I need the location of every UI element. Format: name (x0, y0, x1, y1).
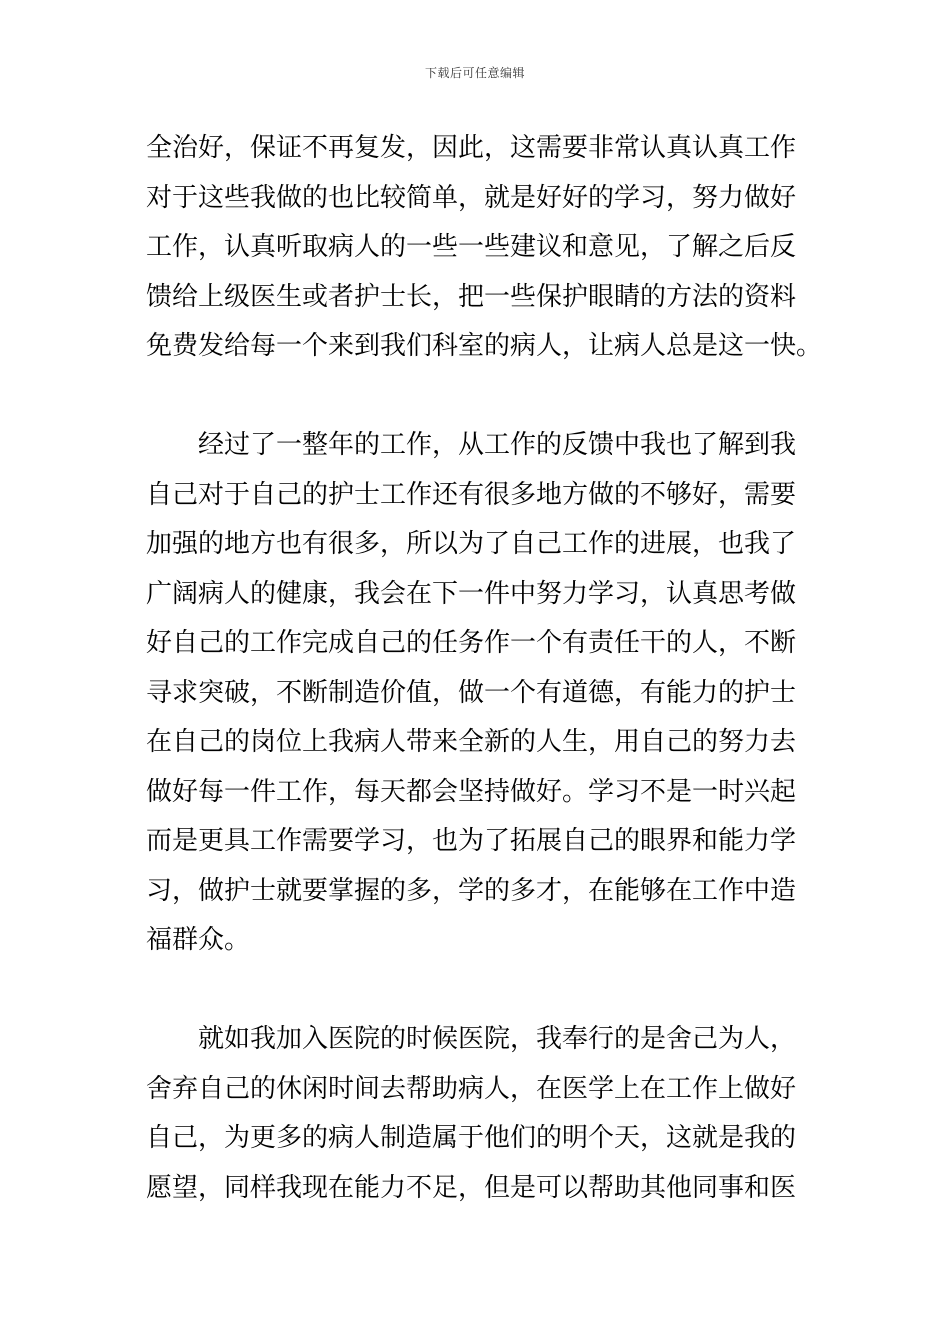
text-line: 而是更具工作需要学习，也为了拓展自己的眼界和能力学 (146, 826, 797, 856)
text-line: 自己，为更多的病人制造属于他们的明个天，这就是我的 (146, 1123, 797, 1153)
paragraph-gap (146, 372, 806, 422)
text-line: 全治好，保证不再复发，因此，这需要非常认真认真工作 (146, 133, 797, 163)
page-header: 下载后可任意编辑 (424, 66, 525, 80)
text-line: 广阔病人的健康，我会在下一件中努力学习，认真思考做 (146, 578, 797, 609)
text-line: 经过了一整年的工作，从工作的反馈中我也了解到我 (198, 430, 797, 460)
text-line: 福群众。 (146, 925, 251, 955)
paragraph (146, 124, 823, 372)
text-line: 免费发给每一个来到我们科室的病人，让病人总是这一快。 (146, 331, 823, 361)
paragraph-gap (146, 966, 806, 1016)
paragraph (146, 421, 806, 966)
text-line: 做好每一件工作，每天都会坚持做好。学习不是一时兴起 (146, 776, 797, 807)
text-line: 工作，认真听取病人的一些一些建议和意见，了解之后反 (146, 232, 797, 262)
text-line: 好自己的工作完成自己的任务作一个有责任干的人，不断 (146, 628, 797, 658)
text-line: 对于这些我做的也比较简单，就是好好的学习，努力做好 (146, 182, 797, 213)
text-line: 舍弃自己的休闲时间去帮助病人，在医学上在工作上做好 (146, 1073, 797, 1104)
text-line: 寻求突破，不断制造价值，做一个有道德，有能力的护士 (146, 677, 797, 708)
paragraph (146, 1015, 806, 1213)
text-line: 馈给上级医生或者护士长，把一些保护眼睛的方法的资料 (146, 281, 797, 312)
text-line: 就如我加入医院的时候医院，我奉行的是舍己为人， (198, 1024, 797, 1054)
text-line: 加强的地方也有很多，所以为了自己工作的进展，也我了 (146, 529, 797, 559)
text-line: 愿望，同样我现在能力不足，但是可以帮助其他同事和医 (146, 1172, 797, 1203)
text-line: 在自己的岗位上我病人带来全新的人生，用自己的努力去 (146, 727, 797, 757)
text-line: 习，做护士就要掌握的多，学的多才，在能够在工作中造 (146, 875, 797, 906)
text-line: 自己对于自己的护士工作还有很多地方做的不够好，需要 (146, 479, 797, 510)
document-body (146, 124, 823, 1213)
